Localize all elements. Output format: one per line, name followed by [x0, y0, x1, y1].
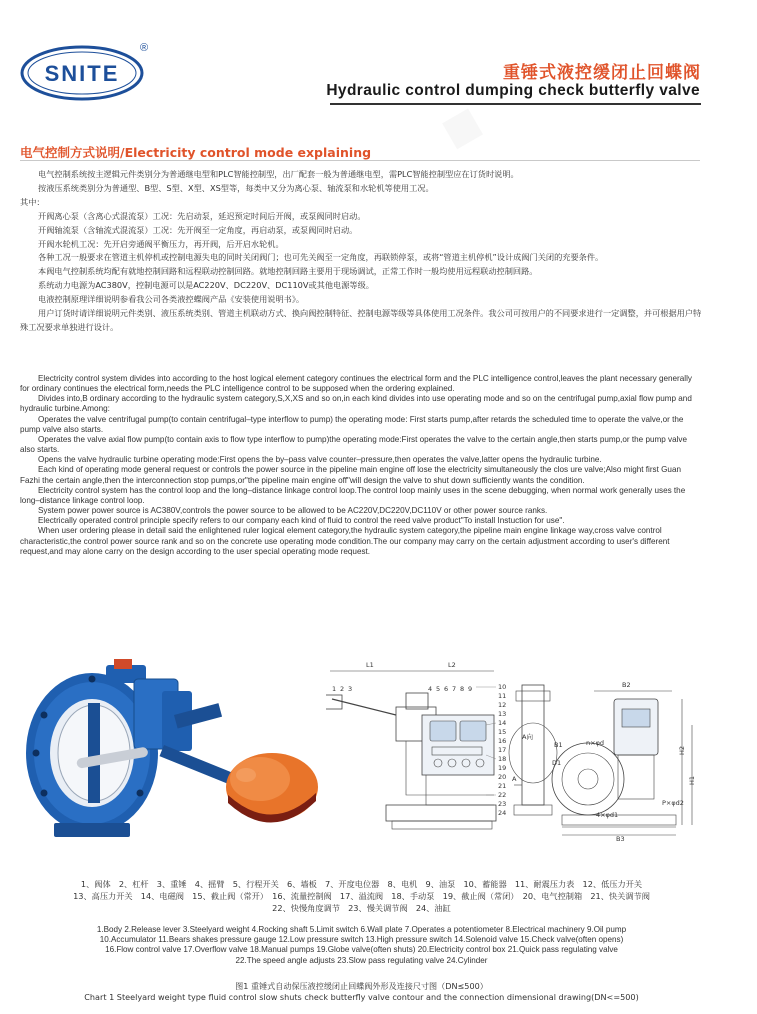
dim-l1: L1: [366, 661, 374, 669]
legend-line: 10.Accumulator 11.Bears shakes pressure gauge 12.Low pressure switch 13.High pressure switch 14.Solenoid valve 15.Check valve(often opens): [99, 935, 624, 945]
en-paragraph: When user ordering please in detail said the enlightened ruler logical element category,the hydraulic system category,the pipeline main engine linkage way,cross valve control characteristic,the control power source rank and so on the concrete use operating mode condition.The our company may carry on the certain adjustment according to user's different request,and may alone carry on the design according to the user special operating mode request.: [20, 526, 670, 556]
part-number: 9: [468, 685, 473, 693]
part-number: 6: [444, 685, 449, 693]
part-number: 15: [498, 728, 507, 736]
technical-drawing: [326, 655, 708, 850]
legend-line: 13、高压力开关 14、电磁阀 15、截止阀（常开） 16、流量控制阀 17、溢流阀 18、手动泵 19、截止阀（常闭） 20、电气控制箱 21、快关调节阀: [73, 891, 650, 901]
cn-paragraph: 电气控制系统按主逻辑元件类别分为普通继电型和PLC智能控制型，出厂配套一般为普通继电型，需PLC智能控制型应在订货时说明。: [38, 169, 519, 179]
dim-b2: B2: [622, 681, 631, 689]
part-number: 4: [428, 685, 433, 693]
part-number: 2: [340, 685, 345, 693]
cn-paragraph: 各种工况一般要求在管道主机停机或控制电源失电的同时关闭阀门；也可先关阀至一定角度，再联锁停泵，或将“管道主机停机”设计成阀门关闭的充要条件。: [38, 252, 604, 263]
figure-caption: [20, 981, 703, 1002]
cn-paragraph: 开阀离心泵（含离心式混流泵）工况：先启动泵，延迟预定时间后开阀，或泵阀同时启动。: [38, 210, 366, 221]
en-paragraph: System power power source is AC380V,controls the power source to be allowed to be AC220V,DC220V,DC110V or other power source ranks.: [38, 506, 548, 516]
legend-line: 1、阀体 2、杠杆 3、重锤 4、摇臂 5、行程开关 6、墙板 7、开度电位器 8、电机 9、油泵 10、蓄能器 11、耐震压力表 12、低压力开关: [80, 879, 643, 889]
label-h1: H1: [688, 775, 696, 785]
side-view: [509, 685, 563, 815]
part-number: 23: [498, 800, 507, 808]
en-paragraph: Operates the valve axial flow pump(to contain axis to flow type interflow to pump)the operating mode:First operates the valve to the certain angle,then starts pump,or the pump valve also starts.: [20, 434, 687, 455]
part-number: 1: [332, 685, 337, 693]
cn-paragraph: 开阀轴流泵（含轴流式混流泵）工况：先开阀至一定角度，再启动泵，或泵阀同时启动。: [38, 224, 358, 235]
valve-photo: [14, 655, 319, 850]
cn-paragraph: 用户订货时请详细说明元件类别、液压系统类别、管道主机联动方式、换向阀控制特征、控制电源等级等具体使用工况条件。我公司可按用户的不同要求进行一定调整，并可根据用户特殊工况要求单独进行设计。: [20, 308, 702, 332]
part-number: 8: [460, 685, 465, 693]
part-number: 22: [498, 791, 507, 799]
label-b1: B1: [554, 741, 563, 749]
part-number: 16: [498, 737, 507, 745]
dim-l2: L2: [448, 661, 456, 669]
label-h2: H2: [678, 745, 686, 755]
end-view: [552, 681, 696, 843]
dim-b3: B3: [616, 835, 625, 843]
snite-logo: [20, 44, 144, 102]
part-number: 18: [498, 755, 507, 763]
legend-line: 16.Flow control valve 17.Overflow valve 18.Manual pumps 19.Globe valve(often shuts) 20.Electricity control box 21.Quick pass regulating valve: [105, 945, 618, 955]
part-number: 21: [498, 782, 507, 790]
part-number: 17: [498, 746, 507, 754]
en-body: [20, 374, 703, 557]
title-cn: 重锤式液控缓闭止回蝶阀: [503, 63, 701, 83]
en-paragraph: Electricity control system divides into according to the host logical element category continues the electrical form and the PLC intelligence control,leaves the plant necessary generally for ordinary continues the electrical form,needs the PLC intelligence control to be supposed when the ordering explained.: [20, 374, 692, 394]
en-paragraph: Opens the valve hydraulic turbine operating mode:First opens the by–pass valve counter–pressure,then operates the valve,latter opens the hydraulic turbine.: [38, 455, 602, 465]
en-paragraph: Divides into,B ordinary according to the hydraulic system category,S,X,XS and so on,in each kind divides into use operating mode and so on the centrifugal pump,axial flow pump and hydraulic turbine.Among:: [20, 394, 692, 414]
label-bolt: n×φd: [586, 739, 604, 747]
cn-paragraph: 电液控制原理详细说明参看我公司各类液控蝶阀产品《安装使用说明书》。: [38, 294, 305, 305]
caption-en: Chart 1 Steelyard weight type fluid control slow shuts check butterfly valve contour and the connection dimensional drawing(DN<=500): [84, 991, 639, 1002]
en-paragraph: Electricity control system has the control loop and the long–distance linkage control loop.The control loop mainly uses in the scene debugging, when normal work generally uses the long–distance linkage control loop.: [20, 485, 686, 505]
cn-paragraph: 其中：: [20, 196, 45, 207]
part-number: 12: [498, 701, 507, 709]
cn-paragraph: 开阀水轮机工况：先开启旁通阀平衡压力，再开阀，后开启水轮机。: [38, 238, 284, 249]
label-pd2: P×φd2: [662, 799, 684, 807]
legend-line: 1.Body 2.Release lever 3.Steelyard weight 4.Rocking shaft 5.Limit switch 6.Wall plate 7.Operates a potentiometer 8.Electrical machinery 9.Oil pump: [96, 925, 627, 934]
part-number-column: [498, 683, 506, 817]
watermark: ▪: [425, 84, 496, 166]
title-rule: [330, 103, 701, 105]
part-number: 5: [436, 685, 441, 693]
part-number: 24: [498, 809, 507, 817]
cn-paragraph: 本阀电气控制系统均配有就地控制回路和远程联动控制回路。就地控制回路主要用于现场调试，正常工作时一般均使用远程联动控制回路。: [38, 266, 538, 277]
legend-line: 22、快慢角度调节 23、慢关调节阀 24、油缸: [272, 903, 451, 913]
en-paragraph: Electrically operated control principle specify refers to our company each kind of fluid to control the reed valve product"To install Instuction for use".: [38, 516, 565, 526]
part-number: 13: [498, 710, 507, 718]
section-rule: [20, 160, 700, 161]
label-d1: D1: [552, 759, 562, 767]
section-title: 电气控制方式说明/Electricity control mode explaining: [20, 145, 372, 160]
en-paragraph: Each kind of operating mode general request or controls the power source in the pipeline main engine off lose the electricity simultaneously the clos ure valve;Also might first Guan Fazhi the certain angle,then the interconnection stop pumps,or"the pipeline main engine off"will design the valve to shut down sufficiently wants the condition.: [20, 465, 681, 485]
label-a-view: A向: [522, 733, 533, 741]
cn-paragraph: 按液压系统类别分为普通型、B型、S型、X型、XS型等，每类中又分为离心泵、轴流泵和水轮机等使用工况。: [38, 182, 434, 193]
part-number: 3: [348, 685, 353, 693]
cn-body: [20, 168, 703, 335]
part-number: 7: [452, 685, 457, 693]
part-number: 14: [498, 719, 507, 727]
part-number: 19: [498, 764, 507, 772]
part-number: 11: [498, 692, 507, 700]
en-paragraph: Operates the valve centrifugal pump(to contain centrifugal–type interflow to pump) the operating mode: First starts pump,after retards the scheduled time to operate the valve,or the pump valve also starts.: [20, 414, 684, 434]
legend-en: [20, 925, 703, 966]
registered-mark: ®: [140, 42, 149, 54]
label-a: A: [512, 775, 517, 783]
cn-paragraph: 系统动力电源为AC380V，控制电源可以是AC220V、DC220V、DC110V或其他电源等级。: [38, 280, 374, 291]
title-en: Hydraulic control dumping check butterfly valve: [326, 82, 700, 99]
label-bolt2: 4×φd1: [596, 811, 619, 819]
part-number: 20: [498, 773, 507, 781]
legend-cn: [20, 878, 703, 914]
part-number: 10: [498, 683, 507, 691]
caption-cn: 图1 重锤式自动保压液控缓闭止回蝶阀外形及连接尺寸图（DN≤500）: [235, 981, 488, 991]
legend-line: 22.The speed angle adjusts 23.Slow pass regulating valve 24.Cylinder: [235, 955, 488, 965]
hydraulic-station: [422, 715, 494, 775]
logo-text: SNITE: [44, 61, 120, 86]
steelyard-weight: [226, 753, 318, 823]
